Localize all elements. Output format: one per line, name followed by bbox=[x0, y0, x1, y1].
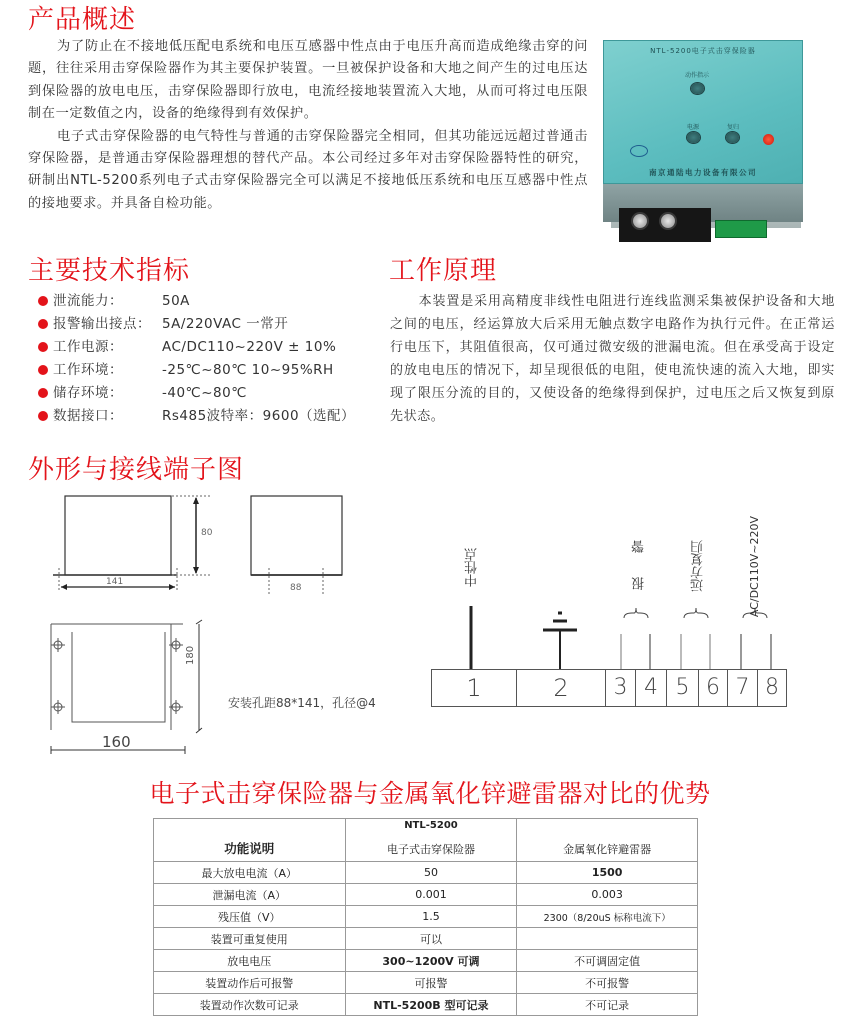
header-mov: 金属氧化锌避雷器 bbox=[517, 819, 698, 862]
header-ntl: NTL-5200 电子式击穿保险器 bbox=[345, 819, 517, 862]
specs-title: 主要技术指标 bbox=[28, 256, 191, 286]
dim-height: 80 bbox=[201, 528, 213, 538]
mount-note: 安装孔距88*141，孔径@4 bbox=[228, 696, 376, 710]
table-row: 装置动作次数可记录 NTL-5200B 型可记录 不可记录 bbox=[154, 994, 698, 1016]
terminal-6: 6 bbox=[698, 669, 728, 707]
comparison-title: 电子式击穿保险器与金属氧化锌避雷器对比的优势 bbox=[149, 779, 711, 808]
outline-title: 外形与接线端子图 bbox=[28, 455, 245, 485]
overview-paragraph-1: 为了防止在不接地低压配电系统和电压互感器中性点由于电压升高而造成绝缘击穿的问题，往往采用击穿保险器作为其主要保护装置。一旦被保护设备和大地之间产生的过电压达到保险器的放电电压，击穿保险器即行放电，电流经接地装置流入大地，从而可将过电压限制在一定数值之内，设备的绝缘得到有效保护。 bbox=[28, 39, 588, 122]
dim-hole-spacing: 88 bbox=[290, 583, 302, 593]
table-row: 放电电压 300~1200V 可调 不可调固定值 bbox=[154, 950, 698, 972]
principle-paragraph: 本装置是采用高精度非线性电阻进行连线监测采集被保护设备和大地之间的电压，经运算放大后采用无触点数字电路作为执行元件。在正常运行电压下，其阻值很高，仅可通过微安级的泄漏电流。但在承受高于设定的放电电压的情况下，却呈现很低的电阻，使电流快速的流入大地，即实现了限压分流的目的，又使设备的绝缘得到保护，过电压之后又恢复到原先状态。 bbox=[390, 294, 835, 424]
label-alarm-b: 警 bbox=[632, 540, 647, 553]
terminal-3: 3 bbox=[605, 669, 636, 707]
overview-title: 产品概述 bbox=[28, 5, 137, 35]
dim-base-height: 180 bbox=[185, 645, 196, 665]
label-power: AC/DC110V~220V bbox=[748, 516, 761, 618]
header-feature: 功能说明 bbox=[154, 819, 346, 862]
principle-title: 工作原理 bbox=[389, 256, 498, 286]
terminal-1: 1 bbox=[431, 669, 517, 707]
label-remote-reset: 远方复归 bbox=[691, 540, 706, 592]
dim-width: 141 bbox=[106, 577, 124, 587]
label-alarm-a: 报 bbox=[632, 577, 647, 590]
table-row: 装置可重复使用 可以 bbox=[154, 928, 698, 950]
overview-paragraph-2: 电子式击穿保险器的电气特性与普通的击穿保险器完全相同，但其功能远远超过普通击穿保险器，是普通击穿保险器理想的替代产品。本公司经过多年对击穿保险器特性的研究，研制出NTL-5200系列电子式击穿保险器完全可以满足不接地低压系统和电压互感器中性点的接地要求。并具备自检功能。 bbox=[28, 128, 588, 211]
table-row: 最大放电电流（A） 50 1500 bbox=[154, 862, 698, 884]
reset-label: 复归 bbox=[727, 124, 740, 131]
terminal-5: 5 bbox=[666, 669, 699, 707]
dim-base-width: 160 bbox=[102, 733, 131, 751]
table-header-row bbox=[154, 819, 698, 862]
company-name: 南京通陆电力设备有限公司 bbox=[649, 168, 757, 177]
terminal-4: 4 bbox=[635, 669, 667, 707]
comparison-table bbox=[153, 818, 698, 1016]
terminal-2: 2 bbox=[516, 669, 606, 707]
table-row: 泄漏电流（A） 0.001 0.003 bbox=[154, 884, 698, 906]
power-label: 电源 bbox=[687, 124, 700, 131]
label-neutral: 中性点 bbox=[465, 548, 480, 587]
indicator-label: 动作指示 bbox=[685, 72, 710, 79]
table-row: 残压值（V） 1.5 2300（8/20uS 标称电流下） bbox=[154, 906, 698, 928]
device-model-label: NTL-5200电子式击穿保险器 bbox=[650, 47, 756, 55]
terminal-7: 7 bbox=[727, 669, 758, 707]
table-row: 装置动作后可报警 可报警 不可报警 bbox=[154, 972, 698, 994]
terminal-8: 8 bbox=[757, 669, 787, 707]
